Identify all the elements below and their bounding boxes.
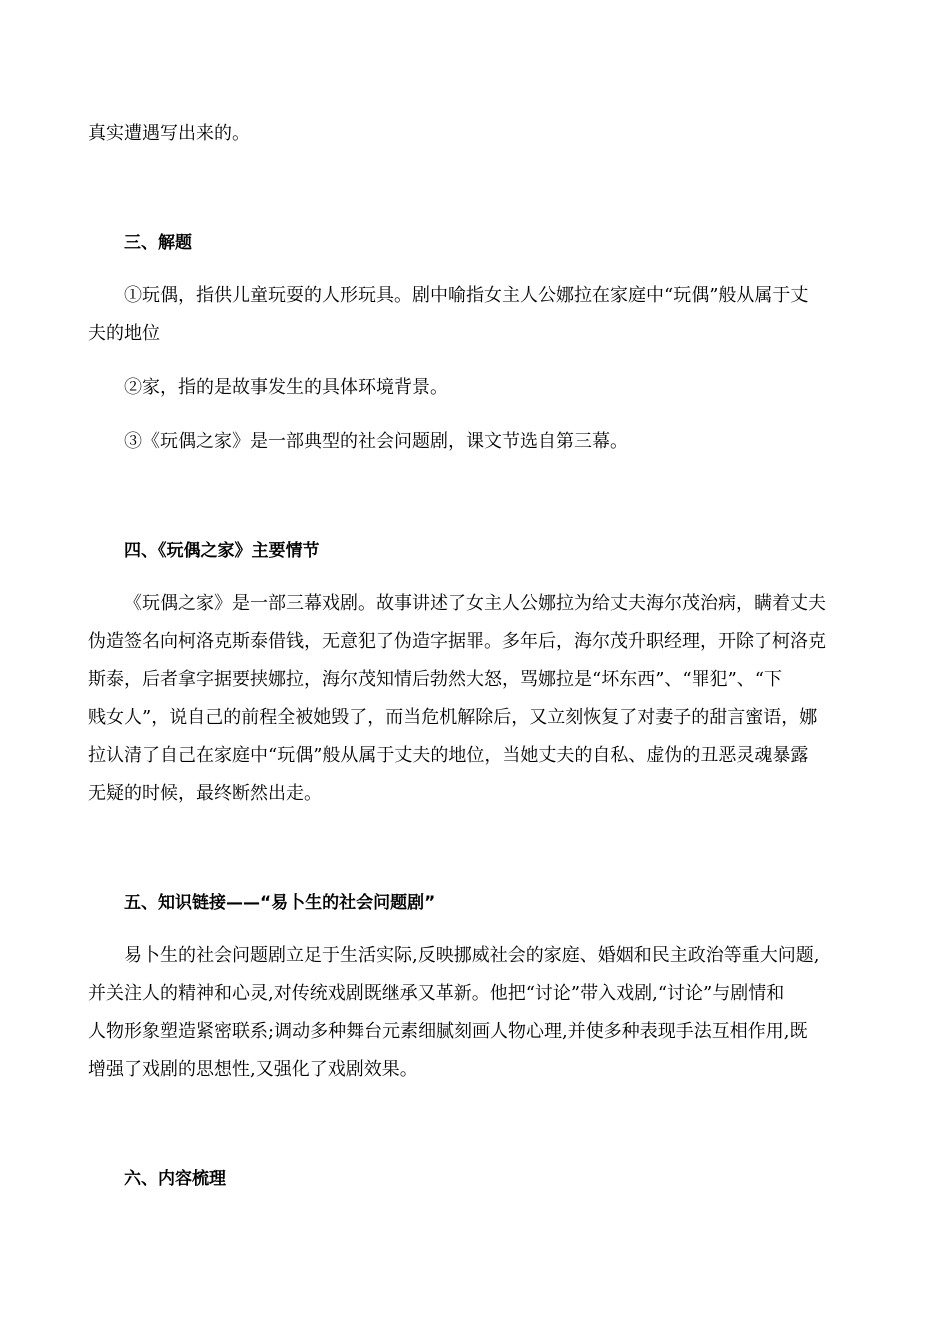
paragraph-line: 斯泰，后者拿字据要挟娜拉，海尔茂知情后勃然大怒，骂娜拉是“坏东西”、“罪犯”、“下 [88,669,783,690]
paragraph-line: 伪造签名向柯洛克斯泰借钱，无意犯了伪造字据罪。多年后，海尔茂升职经理，开除了柯洛克 [88,631,826,652]
intro-tail-text: 真实遭遇写出来的。 [88,123,250,144]
paragraph-line: 夫的地位 [88,323,160,344]
paragraph-line: 《玩偶之家》是一部三幕戏剧。故事讲述了女主人公娜拉为给丈夫海尔茂治病，瞒着丈夫 [124,593,826,614]
paragraph-line: 无疑的时候，最终断然出走。 [88,783,322,804]
paragraph-line: 并关注人的精神和心灵,对传统戏剧既继承又革新。他把“讨论”带入戏剧,“讨论”与剧情和 [88,983,785,1004]
paragraph-line: 贱女人”，说自己的前程全被她毁了，而当危机解除后，又立刻恢复了对妻子的甜言蜜语，娜 [88,707,818,728]
paragraph-line: ①玩偶，指供儿童玩耍的人形玩具。剧中喻指女主人公娜拉在家庭中“玩偶”般从属于丈 [124,285,809,306]
section-heading-plot: 四、《玩偶之家》主要情节 [124,541,320,561]
paragraph-line: 增强了戏剧的思想性,又强化了戏剧效果。 [88,1059,418,1080]
section-heading-knowledge-link: 五、知识链接——“易卜生的社会问题剧” [124,893,436,913]
paragraph-line: ②家，指的是故事发生的具体环境背景。 [124,377,448,398]
section-heading-content-outline: 六、内容梳理 [124,1169,226,1189]
section-heading-jieti: 三、解题 [124,233,192,253]
paragraph-line: 易卜生的社会问题剧立足于生活实际,反映挪威社会的家庭、婚姻和民主政治等重大问题, [124,945,820,966]
paragraph-line: 人物形象塑造紧密联系;调动多种舞台元素细腻刻画人物心理,并使多种表现手法互相作用,既 [88,1021,808,1042]
paragraph-line: ③《玩偶之家》是一部典型的社会问题剧，课文节选自第三幕。 [124,431,628,452]
paragraph-line: 拉认清了自己在家庭中“玩偶”般从属于丈夫的地位，当她丈夫的自私、虚伪的丑恶灵魂暴露 [88,745,809,766]
